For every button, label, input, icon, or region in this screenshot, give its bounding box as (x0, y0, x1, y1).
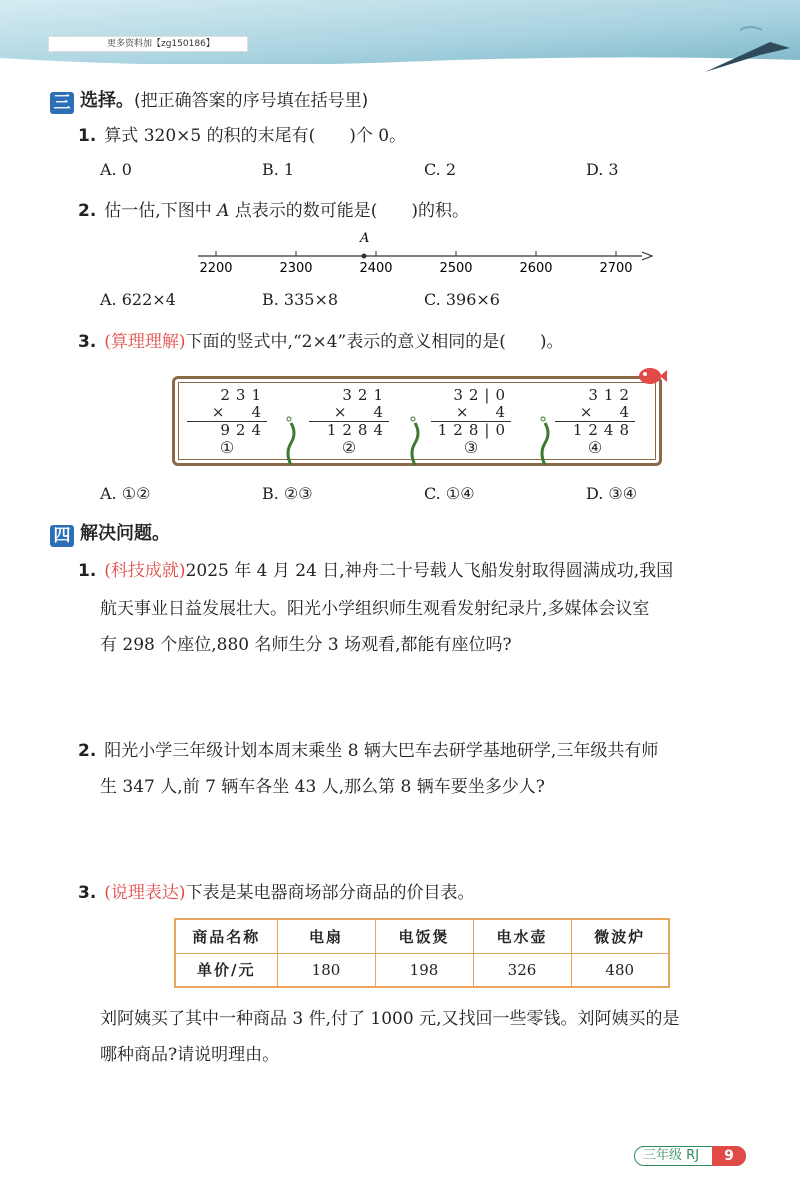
table-row (175, 919, 669, 953)
section4-number: 四 (50, 525, 74, 547)
calc-2: 321 × 4 1284 ② (309, 387, 389, 456)
arrow-right-icon (642, 252, 652, 260)
number-line-label: 2300 (279, 261, 313, 276)
number-line-label: 2200 (199, 261, 233, 276)
question-tag: (算理理解) (104, 332, 186, 352)
question-text: 算式 320×5 的积的末尾有( )个 0。 (104, 126, 407, 146)
section3-subtitle: (把正确答案的序号填在括号里) (134, 91, 369, 111)
calc-3: 32|0 × 4 128|0 ③ (431, 387, 511, 456)
table-header-cell: 电扇 (277, 919, 375, 953)
s3q2-option-c[interactable]: C. 396×6 (424, 290, 500, 309)
calc-4: 312 × 4 1248 ④ (555, 387, 635, 456)
seaweed-icon (283, 415, 299, 465)
s4-question-2-line-1: 2. 阳光小学三年级计划本周末乘坐 8 辆大巴车去研学基地研学,三年级共有师 (78, 741, 659, 761)
s3-question-1 (78, 121, 406, 146)
table-cell: 180 (277, 953, 375, 987)
s3q2-option-a[interactable]: A. 622×4 (100, 290, 176, 309)
s4-question-1-line-3: 有 298 个座位,880 名师生分 3 场观看,都能有座位吗? (100, 635, 512, 655)
table-header-cell: 商品名称 (175, 919, 277, 953)
question-number: 3. (78, 332, 97, 352)
s3q3-option-a[interactable]: A. ①② (100, 484, 151, 503)
table-cell: 单价/元 (175, 953, 277, 987)
s3-question-3 (78, 327, 564, 352)
question-text: 下面的竖式中,“2×4”表示的意义相同的是( )。 (185, 332, 564, 352)
s3q3-option-b[interactable]: B. ②③ (262, 484, 313, 503)
s3q1-option-d[interactable]: D. 3 (586, 160, 619, 179)
point-variable: A (217, 201, 230, 221)
s4-question-2-line-2: 生 347 人,前 7 辆车各坐 43 人,那么第 8 辆车要坐多少人? (100, 777, 545, 797)
s3q3-option-d[interactable]: D. ③④ (586, 484, 638, 503)
number-line-label: 2700 (599, 261, 633, 276)
section3-heading (50, 86, 368, 114)
seaweed-icon (537, 415, 553, 465)
table-header-cell: 电水壶 (473, 919, 571, 953)
s4-question-1-line-1: 1. (科技成就)2025 年 4 月 24 日,神舟二十号载人飞船发射取得圆满成功,我国 (78, 561, 674, 581)
table-header-cell: 微波炉 (571, 919, 669, 953)
table-cell: 480 (571, 953, 669, 987)
point-a-marker (362, 254, 367, 259)
section3-number: 三 (50, 92, 74, 114)
price-table (174, 918, 670, 988)
vertical-calculations-box (172, 376, 662, 466)
s3q3-option-c[interactable]: C. ①④ (424, 484, 475, 503)
table-header-cell: 电饭煲 (375, 919, 473, 953)
number-line-label: 2600 (519, 261, 553, 276)
fish-icon (637, 365, 667, 387)
table-cell: 326 (473, 953, 571, 987)
page-number: 9 (712, 1146, 746, 1166)
seaweed-icon (407, 415, 423, 465)
s3q1-option-c[interactable]: C. 2 (424, 160, 457, 179)
s3q1-option-b[interactable]: B. 1 (262, 160, 295, 179)
watermark: 更多资料加【zg150186】 (48, 36, 248, 52)
grade-badge: 三年级 RJ (634, 1146, 746, 1166)
section3-title: 选择。 (80, 90, 134, 111)
point-a-label: A (360, 231, 370, 246)
calc-1: 231 × 4 924 ① (187, 387, 267, 456)
s4-question-1-line-2: 航天事业日益发展壮大。阳光小学组织师生观看发射纪录片,多媒体会议室 (100, 599, 650, 619)
question-number: 1. (78, 126, 97, 146)
number-line-label: 2500 (439, 261, 473, 276)
question-tag: (科技成就) (104, 561, 186, 581)
number-line (190, 226, 660, 278)
section4-heading (50, 519, 170, 547)
question-number: 2. (78, 201, 97, 221)
s3q2-option-b[interactable]: B. 335×8 (262, 290, 339, 309)
section4-title: 解决问题。 (80, 523, 170, 544)
number-line-label: 2400 (359, 261, 393, 276)
table-cell: 198 (375, 953, 473, 987)
s4-question-3: 3. (说理表达)下表是某电器商场部分商品的价目表。 (78, 883, 475, 903)
question-tag: (说理表达) (104, 883, 186, 903)
s4-question-3-after-line-1: 刘阿姨买了其中一种商品 3 件,付了 1000 元,又找回一些零钱。刘阿姨买的是 (100, 1009, 680, 1029)
s3q1-option-a[interactable]: A. 0 (100, 160, 132, 179)
s4-question-3-after-line-2: 哪种商品?请说明理由。 (100, 1045, 280, 1065)
table-row (175, 953, 669, 987)
s3-question-2: 2. 估一估,下图中 A 点表示的数可能是( )的积。 (78, 201, 470, 221)
